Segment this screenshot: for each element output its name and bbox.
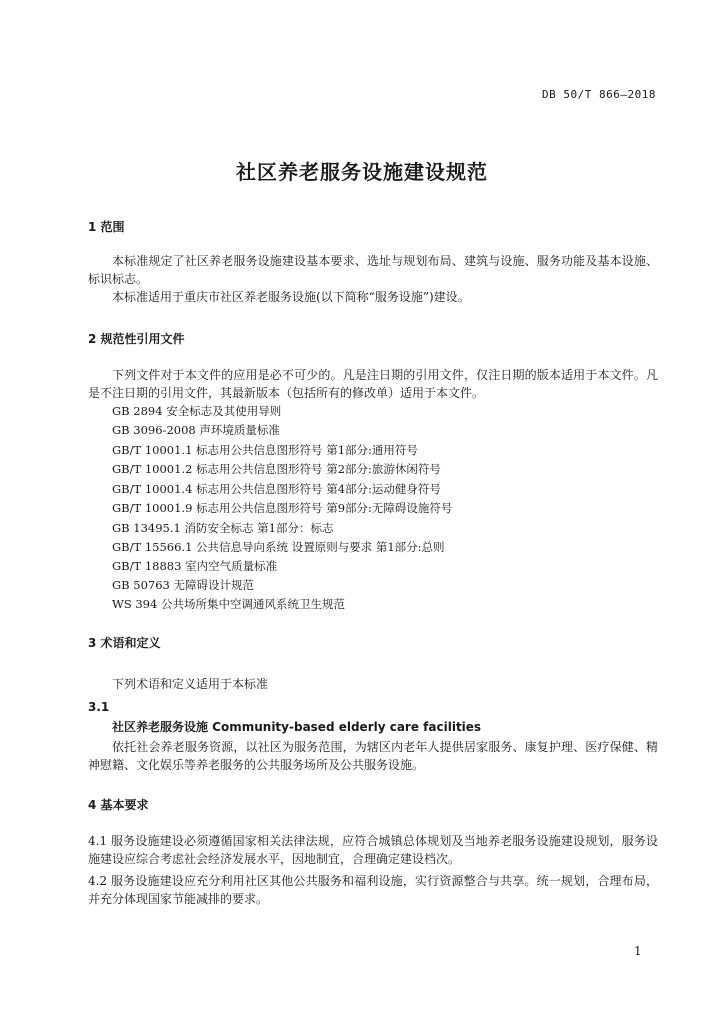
reference-item: GB/T 10001.9 标志用公共信息图形符号 第9部分:无障碍设施符号: [112, 501, 453, 515]
section-4-clause-2: 4.2 服务设施建设应充分利用社区其他公共服务和福利设施，实行资源整合与共享。统一规划，合理布局，并充分体现国家节能减排的要求。: [88, 874, 658, 906]
reference-item: GB/T 18883 室内空气质量标准: [112, 559, 278, 573]
section-1-paragraph-2: 本标准适用于重庆市社区养老服务设施(以下简称“服务设施”)建设。: [112, 290, 470, 304]
reference-item: GB 13495.1 消防安全标志 第1部分：标志: [112, 521, 334, 535]
reference-item: GB 50763 无障碍设计规范: [112, 578, 255, 592]
reference-item: WS 394 公共场所集中空调通风系统卫生规范: [112, 597, 345, 611]
section-4-heading: 4 基本要求: [88, 798, 149, 812]
term-number: 3.1: [88, 700, 110, 714]
page-number: 1: [634, 944, 642, 958]
section-4-clause-1: 4.1 服务设施建设必须遵循国家相关法律法规，应符合城镇总体规划及当地养老服务设施建设规划，服务设施建设应综合考虑社会经济发展水平，因地制宜，合理确定建设档次。: [88, 834, 658, 866]
reference-item: GB/T 10001.1 标志用公共信息图形符号 第1部分:通用符号: [112, 443, 418, 457]
section-3-heading: 3 术语和定义: [88, 636, 161, 650]
standard-code: DB 50/T 866—2018: [542, 88, 656, 101]
section-2-heading: 2 规范性引用文件: [88, 332, 185, 346]
section-2-intro: 下列文件对于本文件的应用是必不可少的。凡是注日期的引用文件，仅注日期的版本适用于本文件。凡是不注日期的引用文件，其最新版本（包括所有的修改单）适用于本文件。: [88, 368, 658, 400]
section-1-paragraph-1: 本标准规定了社区养老服务设施建设基本要求、选址与规划布局、建筑与设施、服务功能及基本设施、标识标志。: [88, 254, 658, 286]
reference-item: GB/T 10001.2 标志用公共信息图形符号 第2部分:旅游休闲符号: [112, 462, 441, 476]
reference-item: GB 3096-2008 声环境质量标准: [112, 423, 280, 437]
section-3-intro: 下列术语和定义适用于本标准: [112, 677, 269, 691]
reference-item: GB 2894 安全标志及其使用导则: [112, 404, 282, 418]
reference-item: GB/T 15566.1 公共信息导向系统 设置原则与要求 第1部分:总则: [112, 540, 445, 554]
term-definition: 依托社会养老服务资源，以社区为服务范围，为辖区内老年人提供居家服务、康复护理、医疗保健、精神慰籍、文化娱乐等养老服务的公共服务场所及公共服务设施。: [88, 740, 658, 772]
section-1-heading: 1 范围: [88, 220, 125, 234]
term-name: 社区养老服务设施 Community-based elderly care facilities: [112, 720, 482, 734]
reference-item: GB/T 10001.4 标志用公共信息图形符号 第4部分:运动健身符号: [112, 482, 441, 496]
document-title: 社区养老服务设施建设规范: [236, 160, 488, 184]
